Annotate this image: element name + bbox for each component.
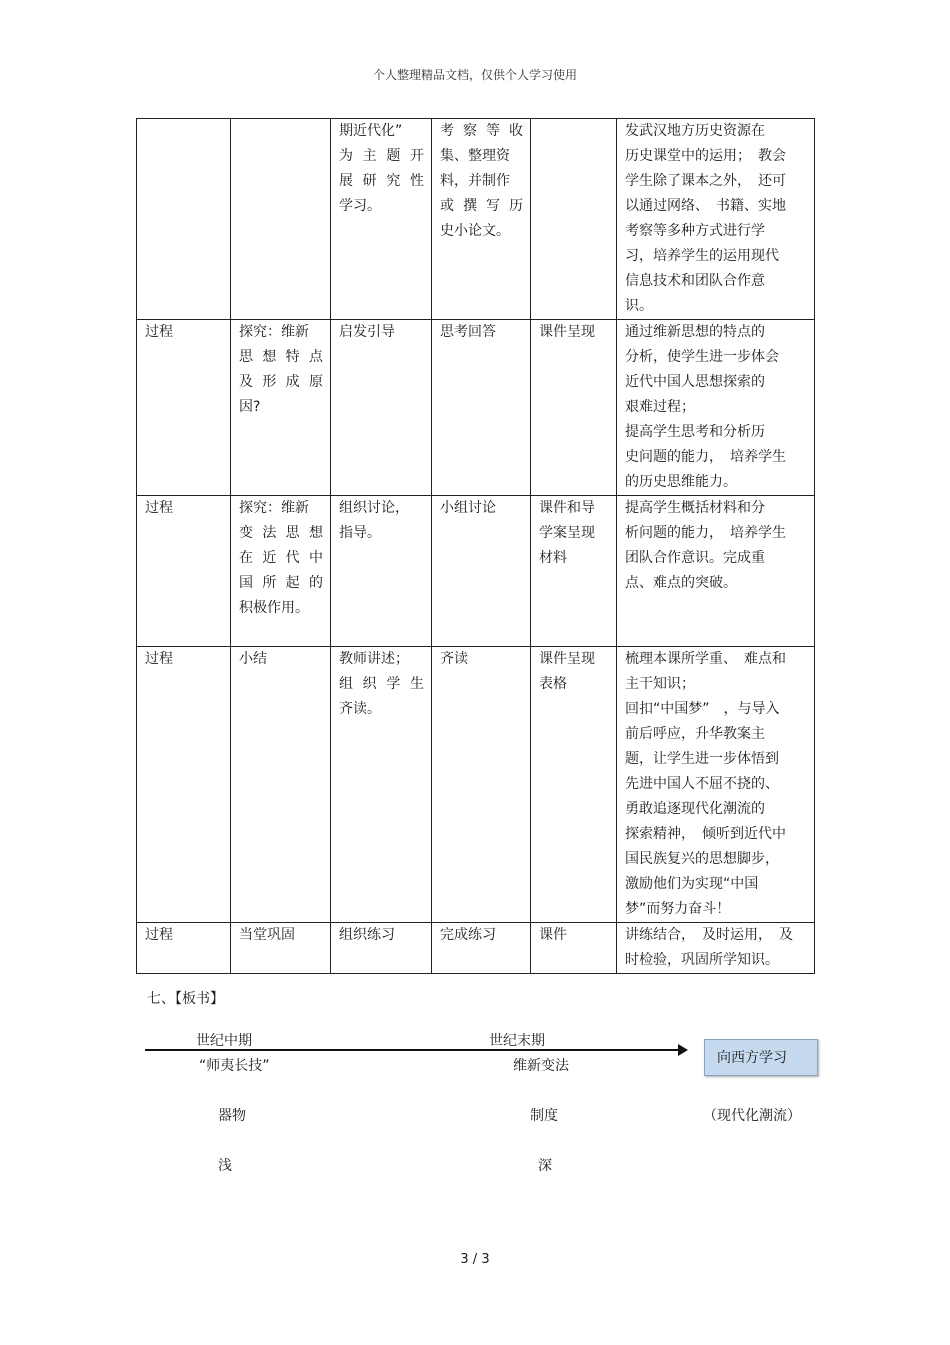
cell-text: 学案呈现 xyxy=(539,525,595,541)
level-left: 器物 xyxy=(218,1108,246,1124)
cell-text: 识。 xyxy=(625,298,653,314)
cell-text: 的历史思维能力。 xyxy=(625,474,737,490)
cell-text: 思考回答 xyxy=(440,324,496,340)
cell-text: 时检验，巩固所学知识。 xyxy=(625,952,779,968)
cell-text: 激励他们为实现“中国 xyxy=(625,876,759,892)
table-cell xyxy=(231,923,331,974)
table-cell xyxy=(617,119,815,320)
cell-text: 提高学生概括材料和分 xyxy=(625,500,765,516)
west-learning-box: 向西方学习 xyxy=(704,1039,818,1076)
cell-text: 过程 xyxy=(145,500,173,516)
table-cell xyxy=(137,496,231,647)
table-cell xyxy=(137,119,231,320)
table-cell xyxy=(231,496,331,647)
cell-text: 变 法 思 想 xyxy=(239,525,323,541)
cell-text: 教师讲述； xyxy=(339,651,409,667)
cell-text: 启发引导 xyxy=(339,324,395,340)
cell-text: 分析，使学生进一步体会 xyxy=(625,349,779,365)
cell-text: 点、难点的突破。 xyxy=(625,575,737,591)
period-right: 世纪末期 xyxy=(489,1033,545,1049)
cell-text: 或 撰 写 历 xyxy=(440,198,523,214)
header-note: 个人整理精品文档，仅供个人学习使用 xyxy=(372,68,577,82)
table-cell xyxy=(231,647,331,923)
cell-text xyxy=(145,119,223,144)
table-cell xyxy=(331,320,432,496)
cell-text: 组 织 学 生 xyxy=(339,676,424,692)
table-cell xyxy=(231,320,331,496)
trend-label: （现代化潮流） xyxy=(703,1108,801,1124)
cell-text: 完成练习 xyxy=(440,927,496,943)
cell-text: 组织练习 xyxy=(339,927,395,943)
section-title: 七、【板书】 xyxy=(147,991,224,1007)
period-left: 世纪中期 xyxy=(196,1033,252,1049)
cell-text: 析问题的能力， 培养学生 xyxy=(625,525,786,541)
cell-text: 发武汉地方历史资源在 xyxy=(625,123,765,139)
cell-text: 为 主 题 开 xyxy=(339,148,424,164)
table-cell xyxy=(432,647,531,923)
table-row xyxy=(137,320,815,496)
cell-text: 学习。 xyxy=(339,198,381,214)
table-cell xyxy=(617,320,815,496)
cell-text: 过程 xyxy=(145,651,173,667)
cell-text: 思 想 特 点 xyxy=(239,349,323,365)
cell-text: 过程 xyxy=(145,324,173,340)
table-cell xyxy=(617,496,815,647)
cell-text: 积极作用。 xyxy=(239,600,309,616)
cell-text: 勇敢追逐现代化潮流的 xyxy=(625,801,765,817)
cell-text: 回扣“中国梦” ，与导入 xyxy=(625,701,780,717)
cell-text: 艰难过程； xyxy=(625,399,695,415)
cell-text: 课件 xyxy=(539,927,567,943)
table-cell xyxy=(531,320,617,496)
cell-text xyxy=(539,119,609,144)
cell-text: 史小论文。 xyxy=(440,223,510,239)
cell-text: 因? xyxy=(239,399,261,415)
cell-text: 史问题的能力， 培养学生 xyxy=(625,449,786,465)
table-cell xyxy=(531,647,617,923)
cell-text: 题，让学生进一步体悟到 xyxy=(625,751,779,767)
table-cell xyxy=(331,496,432,647)
cell-text: 先进中国人不屈不挠的、 xyxy=(625,776,779,792)
table-cell xyxy=(531,496,617,647)
cell-text: 齐读。 xyxy=(339,701,381,717)
table-cell xyxy=(331,923,432,974)
table-cell xyxy=(331,647,432,923)
cell-text: 料，并制作 xyxy=(440,173,510,189)
timeline-arrow xyxy=(145,1049,679,1051)
cell-text: 小组讨论 xyxy=(440,500,496,516)
table-row xyxy=(137,923,815,974)
table-cell xyxy=(331,119,432,320)
cell-text: 以通过网络、 书籍、实地 xyxy=(625,198,786,214)
table-cell xyxy=(432,496,531,647)
level-right: 制度 xyxy=(530,1108,558,1124)
cell-text: 前后呼应，升华教案主 xyxy=(625,726,765,742)
table-cell xyxy=(137,923,231,974)
table-cell xyxy=(137,647,231,923)
cell-text: 当堂巩固 xyxy=(239,927,295,943)
table-row xyxy=(137,496,815,647)
cell-text: 讲练结合， 及时运用， 及 xyxy=(625,927,793,943)
cell-text: 国 所 起 的 xyxy=(239,575,323,591)
cell-text: 在 近 代 中 xyxy=(239,550,323,566)
table-cell xyxy=(531,119,617,320)
cell-text: 材料 xyxy=(539,550,567,566)
arrow-head-icon xyxy=(678,1044,688,1056)
cell-text: 国民族复兴的思想脚步， xyxy=(625,851,779,867)
cell-text: 期近代化” xyxy=(339,123,403,139)
cell-text: 齐读 xyxy=(440,651,468,667)
cell-text: 及 形 成 原 xyxy=(239,374,323,390)
cell-text: 小结 xyxy=(239,651,267,667)
cell-text: 历史课堂中的运用； 教会 xyxy=(625,148,786,164)
cell-text xyxy=(239,119,323,144)
cell-text: 集、整理资 xyxy=(440,148,510,164)
cell-text: 课件呈现 xyxy=(539,324,595,340)
depth-right: 深 xyxy=(538,1158,552,1174)
depth-left: 浅 xyxy=(218,1158,232,1174)
cell-text: 探究：维新 xyxy=(239,500,309,516)
cell-text: 探索精神， 倾听到近代中 xyxy=(625,826,786,842)
cell-text: 指导。 xyxy=(339,525,381,541)
table-cell xyxy=(617,923,815,974)
cell-text: 提高学生思考和分析历 xyxy=(625,424,765,440)
table-row xyxy=(137,119,815,320)
cell-text: 考 察 等 收 xyxy=(440,123,523,139)
cell-text: 探究：维新 xyxy=(239,324,309,340)
cell-text: 近代中国人思想探索的 xyxy=(625,374,765,390)
cell-text: 通过维新思想的特点的 xyxy=(625,324,765,340)
cell-text: 课件呈现 xyxy=(539,651,595,667)
cell-text: 梦”而努力奋斗！ xyxy=(625,901,731,917)
table-row xyxy=(137,647,815,923)
page-number: 3 / 3 xyxy=(460,1252,490,1267)
lesson-plan-table xyxy=(136,118,815,974)
table-cell xyxy=(432,923,531,974)
cell-text: 表格 xyxy=(539,676,567,692)
table-cell xyxy=(432,320,531,496)
cell-text: 梳理本课所学重、 难点和 xyxy=(625,651,786,667)
table-cell xyxy=(231,119,331,320)
cell-text: 主干知识； xyxy=(625,676,695,692)
cell-text: 考察等多种方式进行学 xyxy=(625,223,765,239)
slogan-right: 维新变法 xyxy=(513,1058,569,1074)
slogan-left: “师夷长技” xyxy=(199,1058,270,1074)
cell-text: 信息技术和团队合作意 xyxy=(625,273,765,289)
table-cell xyxy=(617,647,815,923)
table-cell xyxy=(432,119,531,320)
cell-text: 习，培养学生的运用现代 xyxy=(625,248,779,264)
cell-text: 组织讨论， xyxy=(339,500,409,516)
cell-text: 学生除了课本之外， 还可 xyxy=(625,173,786,189)
cell-text: 展 研 究 性 xyxy=(339,173,424,189)
cell-text: 过程 xyxy=(145,927,173,943)
cell-text: 课件和导 xyxy=(539,500,595,516)
table-cell xyxy=(137,320,231,496)
table-cell xyxy=(531,923,617,974)
cell-text: 团队合作意识。完成重 xyxy=(625,550,765,566)
